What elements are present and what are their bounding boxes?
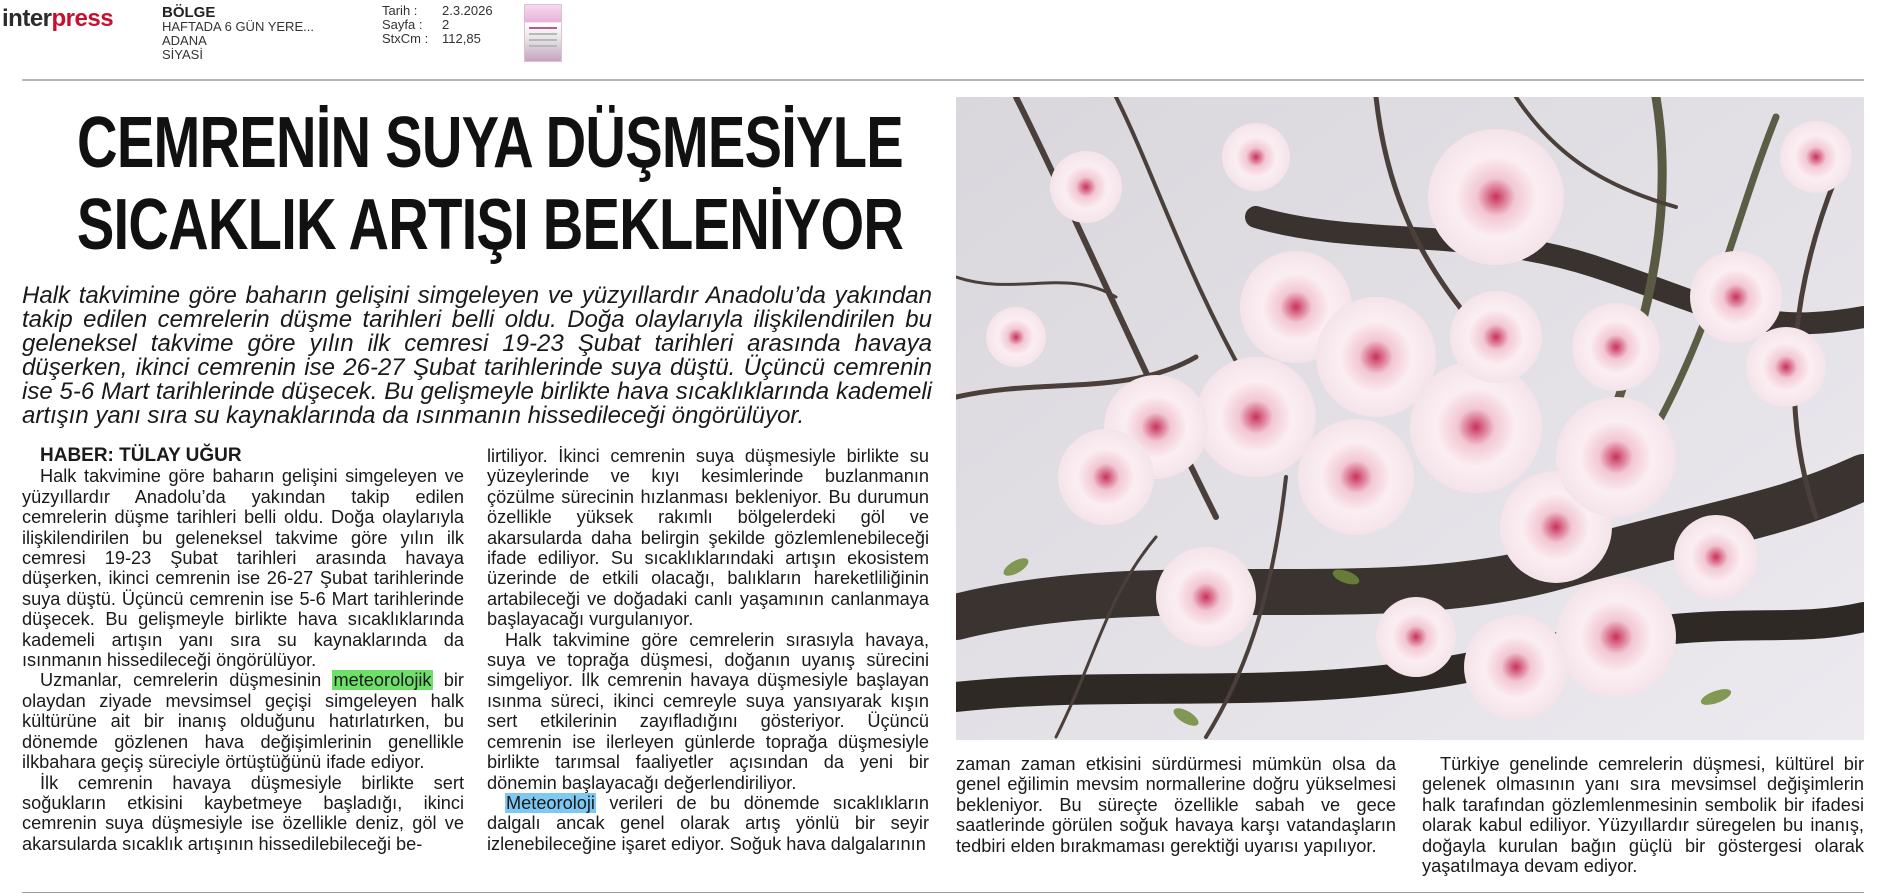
paragraph: Uzmanlar, cemrelerin düşmesinin meteorolojik bir olaydan ziyade mevsimsel geçişi simgeleyen halk kültürüne ait bir inanış olduğunu hatırlatırken, bu dönemde gözlenen hava değişimlerinin genellikle ilkbahara geçiş süreciyle örtüştüğünü ifade ediyor.	[22, 670, 464, 773]
clipping-meta-right	[382, 4, 493, 46]
keyword-highlight: meteorolojik	[333, 670, 432, 691]
date-label: Tarih :	[382, 3, 418, 18]
paragraph: Meteoroloji verileri de bu dönemde sıcaklıkların dalgalı ancak genel olarak artış yönlü bir seyir izlenebileceğine işaret ediyor. Soğuk hava dalgalarının	[487, 792, 929, 854]
section-label: BÖLGE	[162, 4, 216, 21]
article-column-1	[22, 446, 464, 854]
headline-line-1: CEMRENİN SUYA DÜŞMESİYLE	[77, 103, 903, 183]
page-value: 2	[442, 17, 450, 32]
category-label: SİYASİ	[162, 47, 203, 62]
date-value: 2.3.2026	[442, 3, 493, 18]
paragraph: Halk takvimine göre cemrelerin sırasıyla havaya, suya ve toprağa düşmesi, doğanın uyanış sürecini simgeliyor. İlk cemrenin havaya düşmesiyle başlayan ısınma süreci, ikinci cemreyle suya yansıyarak kışın sert etkilerinin zayıfladığını gösteriyor. Üçüncü cemrenin ise ilerleyen günlerde toprağa düşmesiyle birlikte tarımsal faaliyetler açısından da yeni bir dönemin başlayacağı değerlendiriliyor.	[487, 629, 929, 793]
keyword-highlight: Meteoroloji	[506, 792, 595, 813]
article-column-3	[956, 754, 1396, 856]
byline: HABER: TÜLAY UĞUR	[40, 445, 242, 466]
article-column-2	[487, 446, 929, 854]
paragraph: İlk cemrenin havaya düşmesiyle birlikte sert soğukların etkisini kaybetmeye başladığı, ikinci cemrenin suya düşmesiyle ise özellikle deniz, göl ve akarsularda sıcaklık artışının hissedilebileceği be-	[22, 772, 464, 854]
paragraph: Türkiye genelinde cemrelerin düşmesi, kültürel bir gelenek olmasının yanı sıra mevsimsel değişimlerin halk tarafından gözlemlenmesinin sembolik bir ifadesi olarak kabul ediliyor. Yüzyıllardır süregelen bu inanış, doğayla kurulan bağın güçlü bir göstergesi olarak yaşatılmaya devam ediyor.	[1422, 754, 1864, 877]
article-headline	[22, 102, 958, 266]
article-column-4	[1422, 754, 1864, 876]
page-thumbnail[interactable]	[524, 4, 562, 62]
paragraph: zaman zaman etkisini sürdürmesi mümkün olsa da genel eğilimin mevsim normallerine doğru yükselmesi bekleniyor. Bu süreçte özellikle sabah ve gece saatlerinde görülen soğuk havaya karşı vatandaşların tedbiri elden bırakmaması gerektiği uyarısı yapılıyor.	[956, 754, 1396, 856]
blossom-illustration	[956, 97, 1864, 740]
page-label: Sayfa :	[382, 17, 423, 32]
almond-blossom-photo	[956, 97, 1864, 740]
interpress-logo: interpress	[2, 5, 114, 32]
paragraph: Halk takvimine göre baharın gelişini simgeleyen ve yüzyıllardır Anadolu’da yakından takip edilen cemrelerin düşme tarihleri belli oldu. Doğa olaylarıyla ilişkilendirilen bu geleneksel takvime göre yılın ilk cemresi 19-23 Şubat tarihleri arasında havaya düşerken, ikinci cemrenin ise 26-27 Şubat tarihlerinde suya düştü. Üçüncü cemrenin ise 5-6 Mart tarihlerinde düşecek. Bu gelişmeyle birlikte hava sıcaklıklarında kademeli artışın yanı sıra su kaynaklarında da ısınmanın hissedileceği öngörülüyor.	[22, 466, 464, 671]
header-divider	[22, 79, 1864, 81]
clipping-meta-left	[162, 6, 314, 62]
publication-frequency: HAFTADA 6 GÜN YERE...	[162, 19, 314, 34]
city-label: ADANA	[162, 33, 207, 48]
paragraph: lirtiliyor. İkinci cemrenin suya düşmesiyle birlikte su yüzeylerinde ve kıyı kesimlerinde buzlanmanın çözülme sürecinin hızlanması bekleniyor. Bu durumun özellikle yüksek rakımlı bölgelerdeki göl ve akarsularda daha belirgin şekilde gözlemlenebileceği ifade ediliyor. Su sıcaklıklarındaki artışın ekosistem üzerinde de etkili olacağı, balıkların hareketliliğinin artabileceği ve doğadaki canlı yaşamının canlanmaya başlayacağı vurgulanıyor.	[487, 446, 929, 630]
stxcm-label: StxCm :	[382, 31, 429, 46]
footer-divider	[22, 892, 1864, 893]
headline-line-2: SICAKLIK ARTIŞI BEKLENİYOR	[76, 185, 904, 265]
article-lead: Halk takvimine göre baharın gelişini simgeleyen ve yüzyıllardır Anadolu’da yakından takip edilen cemrelerin düşme tarihleri belli oldu. Doğa olaylarıyla ilişkilendirilen bu geleneksel takvime göre yılın ilk cemresi 19-23 Şubat tarihleri arasında havaya düşerken, ikinci cemrenin ise 26-27 Şubat tarihlerinde suya düştü. Üçüncü cemrenin ise 5-6 Mart tarihlerinde düşecek. Bu gelişmeyle birlikte hava sıcaklıklarında kademeli artışın yanı sıra su kaynaklarında da ısınmanın hissedileceği öngörülüyor.	[22, 282, 932, 429]
stxcm-value: 112,85	[442, 31, 481, 46]
